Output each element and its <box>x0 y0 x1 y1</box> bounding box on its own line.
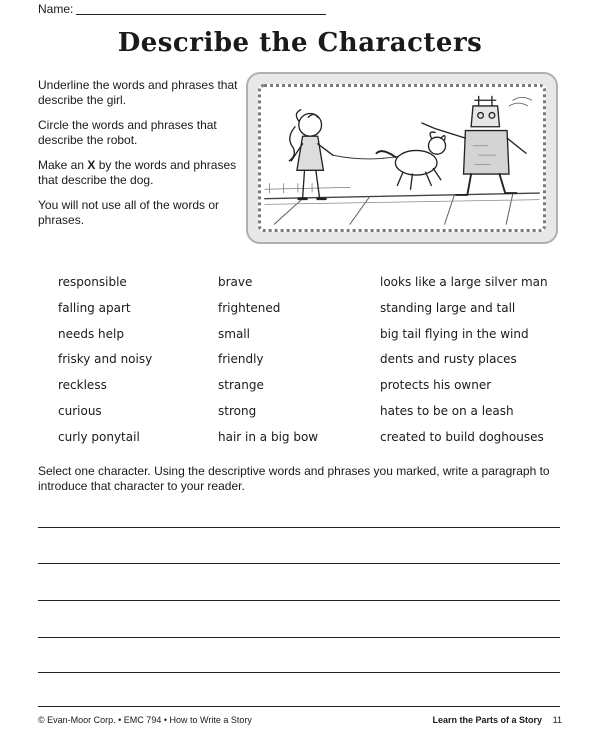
word-item[interactable]: frisky and noisy <box>58 352 153 367</box>
word-item[interactable]: hair in a big bow <box>218 429 319 444</box>
girl-dog-robot-illustration <box>261 87 543 229</box>
writing-line[interactable] <box>38 600 560 601</box>
page-title: Describe the Characters <box>117 28 483 58</box>
word-item[interactable]: protects his owner <box>380 378 492 393</box>
name-field[interactable] <box>38 2 73 16</box>
word-item[interactable]: reckless <box>58 378 107 393</box>
word-column-1 <box>58 272 152 453</box>
name-blank-line[interactable] <box>76 14 326 15</box>
word-item[interactable]: frightened <box>218 300 281 315</box>
name-label: Name: <box>38 2 74 16</box>
word-item[interactable]: needs help <box>58 326 124 341</box>
word-item[interactable]: big tail flying in the wind <box>380 326 529 341</box>
writing-line[interactable] <box>38 706 560 707</box>
word-item[interactable]: strange <box>218 378 264 393</box>
word-item[interactable]: looks like a large silver man <box>380 275 548 289</box>
illustration <box>258 84 546 232</box>
writing-line[interactable] <box>38 637 560 638</box>
instruction-girl: Underline the words and phrases that describe the girl. <box>38 78 238 107</box>
word-item[interactable]: curious <box>58 403 102 418</box>
instruction-note: You will not use all of the words or phrases. <box>38 198 219 227</box>
writing-line[interactable] <box>38 672 560 673</box>
writing-line[interactable] <box>38 563 560 564</box>
instruction-dog: Make an X by the words and phrases that describe the dog. <box>38 158 237 187</box>
x-mark-label: X <box>87 158 96 172</box>
page-number: 11 <box>552 715 562 725</box>
instructions <box>38 78 238 238</box>
word-item[interactable]: dents and rusty places <box>380 352 517 367</box>
word-item[interactable]: friendly <box>218 352 264 367</box>
word-item[interactable]: falling apart <box>58 300 131 315</box>
word-item[interactable]: brave <box>218 275 253 289</box>
writing-prompt: Select one character. Using the descriptive words and phrases you marked, write a paragraph to introduce that character to your reader. <box>38 464 550 493</box>
writing-line[interactable] <box>38 527 560 528</box>
word-item[interactable]: strong <box>218 403 257 418</box>
word-item[interactable]: curly ponytail <box>58 429 140 444</box>
footer-section-title: Learn the Parts of a Story <box>432 715 542 725</box>
instruction-robot: Circle the words and phrases that describe the robot. <box>38 118 217 147</box>
word-column-2 <box>218 272 318 453</box>
illustration-frame <box>246 72 558 244</box>
footer-copyright: © Evan-Moor Corp. • EMC 794 • How to Write a Story <box>38 715 252 725</box>
word-column-3 <box>380 272 548 453</box>
word-item[interactable]: responsible <box>58 275 127 289</box>
word-item[interactable]: created to build doghouses <box>380 429 544 444</box>
word-item[interactable]: hates to be on a leash <box>380 403 514 418</box>
word-item[interactable]: standing large and tall <box>380 300 516 315</box>
word-item[interactable]: small <box>218 326 250 341</box>
